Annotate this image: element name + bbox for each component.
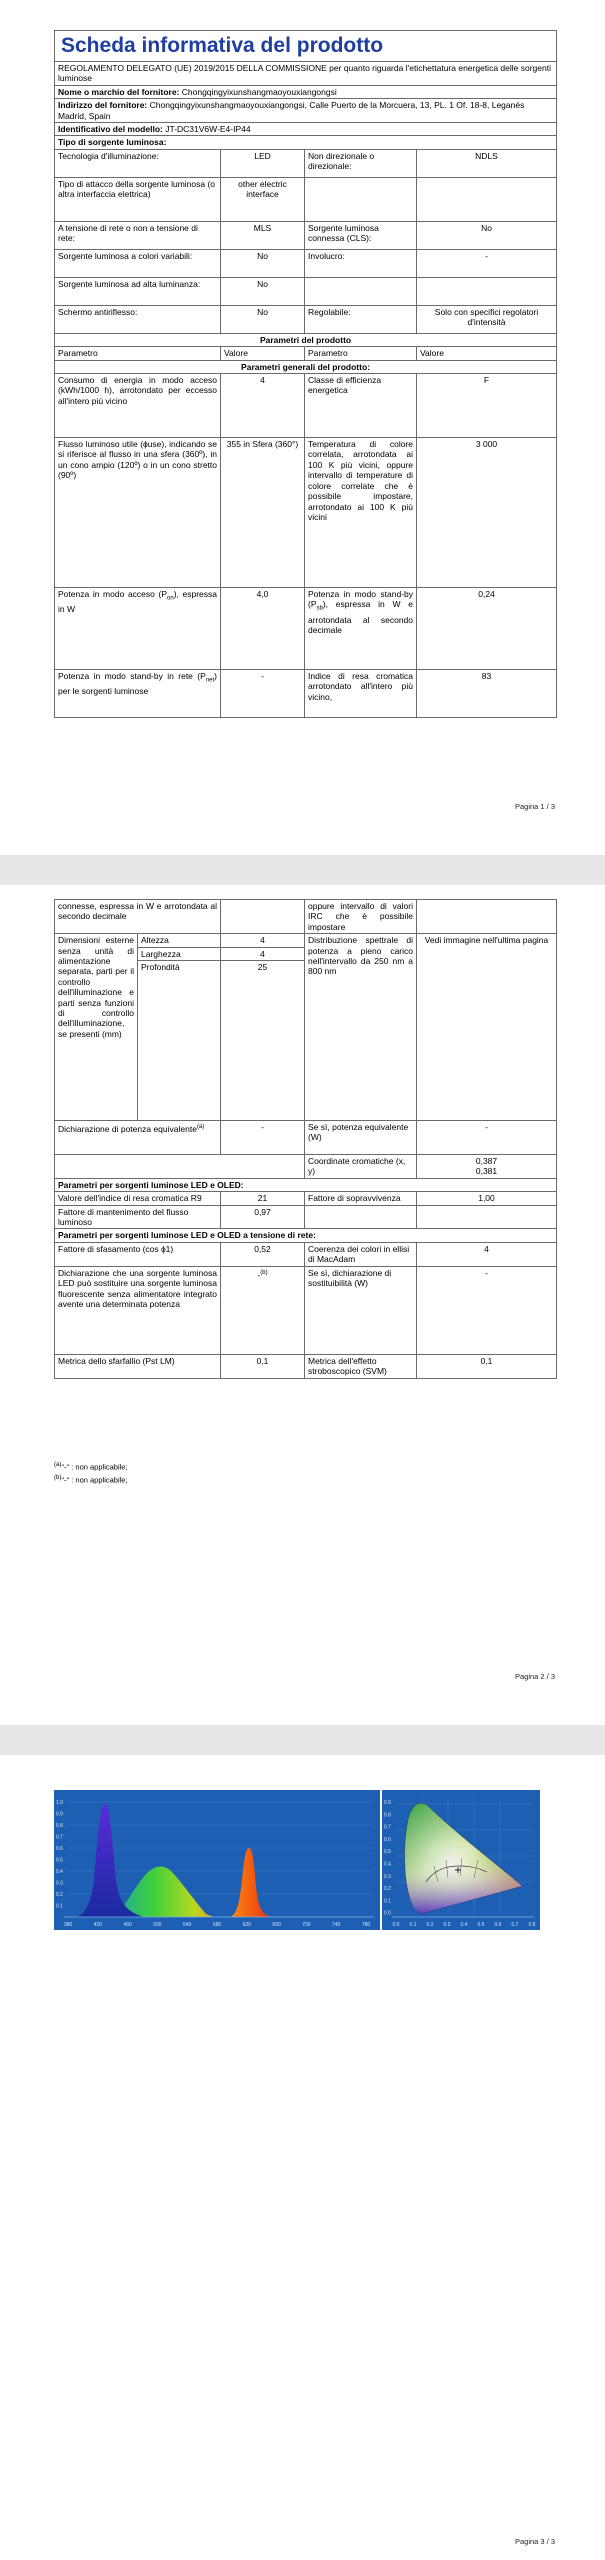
params-header: Parametri del prodotto bbox=[55, 333, 557, 346]
model-label: Identificativo del modello: bbox=[58, 124, 163, 135]
cie-x-tick: 0.1 bbox=[409, 1922, 417, 1928]
spectrum-y-tick: 0.2 bbox=[56, 1892, 63, 1898]
spectrum-x-tick: 780 bbox=[361, 1922, 371, 1928]
spd-value: Vedi immagine nell'ultima pagina bbox=[417, 934, 557, 1121]
table-row: Tipo di attacco della sorgente luminosa (o altra interfaccia elettrica) other electric interface bbox=[55, 177, 557, 221]
table-row: Tecnologia d'illuminazione: LED Non direzionale o direzionale: NDLS bbox=[55, 149, 557, 177]
cie-y-tick: 0.8 bbox=[384, 1812, 391, 1819]
page-2-content bbox=[54, 899, 556, 1379]
spectrum-y-tick: 0.1 bbox=[56, 1903, 63, 1910]
spectrum-x-tick: 420 bbox=[93, 1922, 102, 1928]
page-number: Pagina 3 / 3 bbox=[514, 2537, 555, 2546]
led-header: Parametri per sorgenti luminose LED e OLED: bbox=[55, 1178, 557, 1191]
spectrum-x-tick: 460 bbox=[123, 1922, 132, 1928]
table-row: A tensione di rete o non a tensione di rete: MLS Sorgente luminosa connessa (CLS): No bbox=[55, 221, 557, 249]
table-row: Potenza in modo acceso $(P_{on})$, espressa in W 4,0 Potenza in modo stand-by $(P_{sb})$, espressa in W e arrotondata al secondo decimale 0,24 bbox=[55, 588, 557, 670]
source-type-header: Tipo di sorgente luminosa: bbox=[55, 136, 557, 149]
table-row: connesse, espressa in W e arrotondata al secondo decimale oppure intervallo di valori IRC che è possibile impostare bbox=[55, 900, 557, 934]
spd-label: Distribuzione spettrale di potenza a pieno carico nell'intervallo da 250 nm a 800 nm bbox=[305, 934, 417, 1121]
spectrum-y-tick: 0.4 bbox=[56, 1869, 63, 1875]
supplier-address-label: Indirizzo del fornitore: bbox=[58, 100, 148, 111]
page-2-table: connesse, espressa in W e arrotondata al secondo decimale oppure intervallo di valori IRC che è possibile impostare Dimensioni esterne senza unità di alimentazione separata, parti per il controllo dell'illuminazione e parti senza funzioni di controllo dell'illuminazione, se presenti (mm) Altezza 4 Distribuzione spettrale di potenza a pieno carico nell'intervallo da 250 nm a 800 nm Vedi immagine nell'ultima pagina Larghezza 4 Profondità 25 Dichiarazione di potenza equivalente$^{(a)}$ - Se sì, potenza equivalente (W) - Coordinate cromatiche (x, y) 0,387 0,381 Parametri per sorgenti luminose LED e OLED: Valore dell'indice di resa cromatica R9 21 Fattore di sopravvivenza 1,00 Fattore di mantenimento del flusso luminoso 0,97 Parametri per sorgenti luminose LED e OLED a tensione di rete: Fattore di sfasamento (cos ɸ1) 0,52 Coerenza dei colori in ellisi di MacAdam 4 Dichiarazione che una sorgente luminosa LED può sostituire una sorgente luminosa fluorescente senza alimentatore integrato avente una determinata potenza -$^{(b)}$ Se sì, dichiarazione di sostituibilità (W) - Metrica dello sfarfallio (Pst LM) 0,1 Metrica dell'effetto stroboscopico (SVM) 0,1 bbox=[54, 899, 557, 1379]
regulation-text: REGOLAMENTO DELEGATO (UE) 2019/2015 DELLA COMMISSIONE per quanto riguarda l'etichettatura energetica delle sorgenti luminose bbox=[55, 62, 557, 86]
spectrum-x-tick: 620 bbox=[242, 1922, 251, 1928]
table-row: Dichiarazione di potenza equivalente$^{(a)}$ - Se sì, potenza equivalente (W) - bbox=[55, 1121, 557, 1155]
spectrum-chart bbox=[54, 1790, 380, 1930]
table-row: Metrica dello sfarfallio (Pst LM) 0,1 Metrica dell'effetto stroboscopico (SVM) 0,1 bbox=[55, 1354, 557, 1378]
cie-chromaticity-chart bbox=[382, 1790, 540, 1930]
column-header-row: Parametro Valore Parametro Valore bbox=[55, 347, 557, 360]
spectrum-x-tick: 740 bbox=[332, 1922, 341, 1928]
table-row: Dichiarazione che una sorgente luminosa LED può sostituire una sorgente luminosa fluorescente senza alimentatore integrato avente una determinata potenza -$^{(b)}$ Se sì, dichiarazione di sostituibilità (W) - bbox=[55, 1266, 557, 1354]
table-row: Sorgente luminosa a colori variabili: No Involucro: - bbox=[55, 249, 557, 277]
spectrum-y-tick: 0.7 bbox=[56, 1834, 63, 1841]
spectrum-x-tick: 500 bbox=[153, 1922, 162, 1928]
page-title: Scheda informativa del prodotto bbox=[61, 34, 384, 57]
spectrum-y-tick: 0.3 bbox=[56, 1880, 63, 1887]
footnote-a: $^{(a)}$"-" : non applicabile; bbox=[54, 1462, 128, 1472]
cie-x-tick: 0.3 bbox=[443, 1922, 451, 1928]
page-number: Pagina 2 / 3 bbox=[514, 1672, 555, 1681]
supplier-name-label: Nome o marchio del fornitore: bbox=[58, 86, 180, 97]
spectrum-y-tick: 0.6 bbox=[56, 1846, 63, 1852]
model-id: JT-DC31V6W-E4-IP44 bbox=[165, 124, 251, 135]
supplier-name: Chongqingyixunshangmaoyouxiangongsi bbox=[181, 86, 337, 97]
cie-x-tick: 0.2 bbox=[426, 1922, 434, 1928]
page-2 bbox=[0, 885, 605, 1725]
table-row: Potenza in modo stand-by in rete $(P_{net})$ per le sorgenti luminose - Indice di resa cromatica arrotondato all'intero più vicino, 83 bbox=[55, 670, 557, 718]
cie-x-tick: 0.8 bbox=[528, 1922, 536, 1928]
cie-y-tick: 0.9 bbox=[384, 1800, 391, 1806]
table-row: Schermo antiriflesso: No Regolabile: Solo con specifici regolatori d'intensità bbox=[55, 305, 557, 333]
page-3 bbox=[0, 1755, 605, 2560]
cie-x-tick: 0.0 bbox=[392, 1922, 400, 1928]
general-params-header: Parametri generali del prodotto: bbox=[55, 360, 557, 373]
table-row: Fattore di mantenimento del flusso luminoso 0,97 bbox=[55, 1205, 557, 1229]
dims-label: Dimensioni esterne senza unità di alimentazione separata, parti per il controllo dell'illuminazione e parti senza funzioni di controllo dell'illuminazione, se presenti (mm) bbox=[55, 934, 138, 1121]
page-1-content bbox=[54, 30, 556, 718]
cie-x-tick: 0.7 bbox=[511, 1922, 519, 1928]
cie-y-tick: 0.0 bbox=[384, 1910, 391, 1917]
cie-x-tick: 0.4 bbox=[460, 1922, 468, 1928]
spectrum-y-tick: 1.0 bbox=[56, 1800, 63, 1806]
spectrum-y-tick: 0.9 bbox=[56, 1811, 63, 1818]
cie-x-tick: 0.5 bbox=[477, 1922, 485, 1928]
spectrum-y-tick: 0.5 bbox=[56, 1857, 63, 1864]
cie-x-ticks bbox=[393, 1922, 536, 1928]
model-row bbox=[55, 123, 557, 136]
dims-row: Dimensioni esterne senza unità di alimentazione separata, parti per il controllo dell'illuminazione e parti senza funzioni di controllo dell'illuminazione, se presenti (mm) Altezza 4 Distribuzione spettrale di potenza a pieno carico nell'intervallo da 250 nm a 800 nm Vedi immagine nell'ultima pagina bbox=[55, 934, 557, 947]
cie-y-tick: 0.1 bbox=[384, 1898, 391, 1905]
spectrum-x-tick: 700 bbox=[302, 1922, 311, 1928]
cie-y-tick: 0.6 bbox=[384, 1836, 391, 1843]
cie-y-tick: 0.5 bbox=[384, 1849, 391, 1856]
cie-y-tick: 0.4 bbox=[384, 1861, 391, 1868]
page-1 bbox=[0, 0, 605, 855]
cie-x-tick: 0.6 bbox=[494, 1922, 502, 1928]
cie-y-tick: 0.2 bbox=[384, 1886, 391, 1893]
table-row: Fattore di sfasamento (cos ɸ1) 0,52 Coerenza dei colori in ellisi di MacAdam 4 bbox=[55, 1242, 557, 1266]
footnotes bbox=[54, 1460, 128, 1485]
spectrum-x-tick: 540 bbox=[183, 1922, 192, 1928]
table-row: Valore dell'indice di resa cromatica R9 21 Fattore di sopravvivenza 1,00 bbox=[55, 1192, 557, 1205]
table-row: Flusso luminoso utile (ɸuse), indicando se si riferisce al flusso in una sfera (360º), in un cono ampio (120º) o in un cono stretto (90º) 355 in Sfera (360°) Temperatura di colore correlata, arrotondata ai 100 K più vicini, oppure intervallo di temperature di colore correlate che è possibile impostare, arrotondato ai 100 K più vicini 3 000 bbox=[55, 438, 557, 588]
page-number: Pagina 1 / 3 bbox=[514, 802, 555, 811]
supplier-address-row bbox=[55, 99, 557, 123]
cie-y-tick: 0.3 bbox=[384, 1873, 391, 1880]
mains-header: Parametri per sorgenti luminose LED e OLED a tensione di rete: bbox=[55, 1229, 557, 1242]
spectrum-x-tick: 580 bbox=[212, 1922, 222, 1928]
cie-y-tick: 0.7 bbox=[384, 1824, 391, 1831]
table-row: Consumo di energia in modo acceso (kWh/1000 h), arrotondato per eccesso all'intero più vicino 4 Classe di efficienza energetica F bbox=[55, 374, 557, 438]
spectrum-x-tick: 660 bbox=[272, 1922, 281, 1928]
table-row: Coordinate cromatiche (x, y) 0,387 0,381 bbox=[55, 1155, 557, 1179]
supplier-address: Chongqingyixunshangmaoyouxiangongsi, Calle Puerto de la Morcuera, 13, PL. 1 Of. 18-8, Leganés Madrid, Spain bbox=[58, 100, 525, 121]
page-1-table bbox=[54, 30, 557, 718]
table-row: Sorgente luminosa ad alta luminanza: No bbox=[55, 277, 557, 305]
spectrum-y-tick: 0.8 bbox=[56, 1823, 63, 1829]
footnote-b: $^{(b)}$"-" : non applicabile; bbox=[54, 1474, 128, 1484]
spectrum-x-tick: 380 bbox=[63, 1922, 73, 1928]
supplier-name-row bbox=[55, 85, 557, 98]
